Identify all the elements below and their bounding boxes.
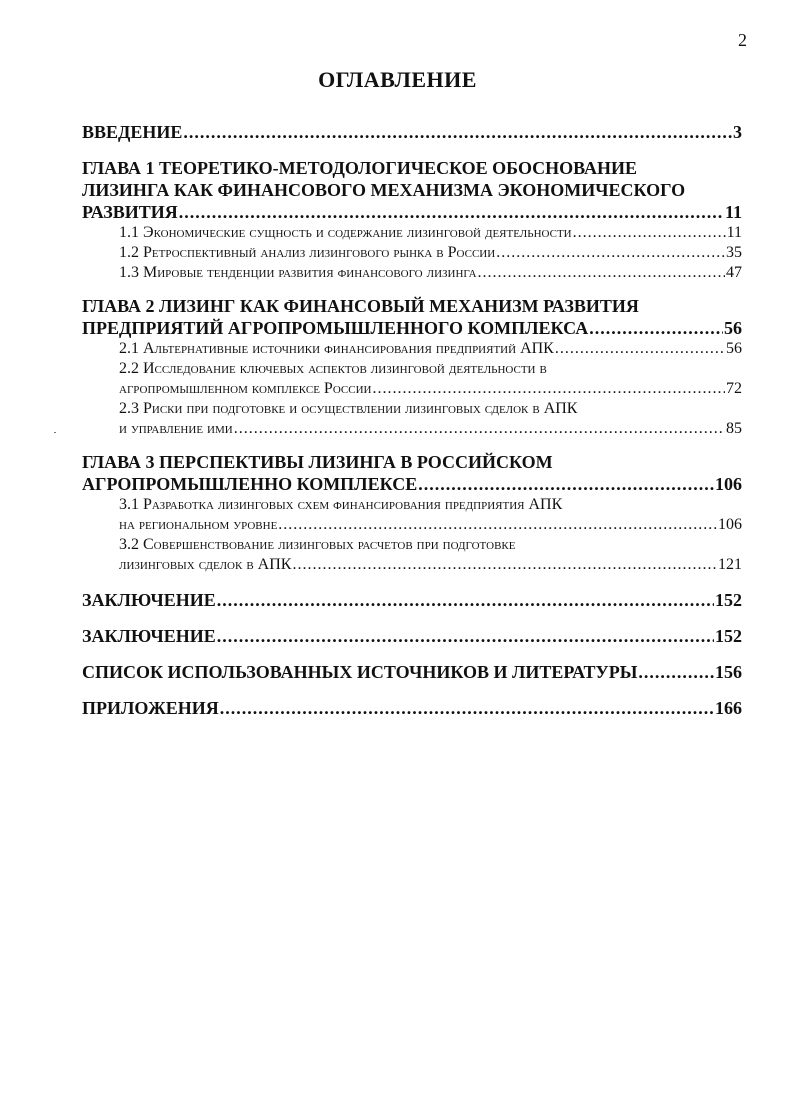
leader-dots xyxy=(183,121,732,143)
toc-entry-title-line: 3.1 Разработка лизинговых схем финансирования предприятия АПК xyxy=(119,496,563,513)
leader-dots xyxy=(217,625,714,647)
toc-entry-title-line: лизинговых сделок в АПК xyxy=(119,556,292,573)
toc-page-number: 166 xyxy=(715,698,742,718)
leader-dots xyxy=(179,201,724,223)
toc-entry-title-line: 2.3 Риски при подготовке и осуществлении лизинговых сделок в АПК xyxy=(119,400,578,417)
toc-entry-chapter-2[interactable] xyxy=(82,295,742,339)
toc-page-number: 72 xyxy=(726,380,742,397)
leader-dots xyxy=(278,515,717,535)
toc-entry-title: 2.1 Альтернативные источники финансирования предприятий АПК xyxy=(119,340,554,357)
toc-entry-title: 1.2 Ретроспективный анализ лизингового рынка в России xyxy=(119,244,496,261)
leader-dots xyxy=(234,419,725,439)
toc-entry-title: СПИСОК ИСПОЛЬЗОВАННЫХ ИСТОЧНИКОВ И ЛИТЕРАТУРЫ xyxy=(82,662,638,682)
toc-page-number: 56 xyxy=(724,318,742,338)
toc-entry-title: 1.3 Мировые тенденции развития финансового лизинга xyxy=(119,264,477,281)
page-number: 2 xyxy=(738,30,747,50)
leader-dots xyxy=(589,317,723,339)
toc-entry-chapter-3[interactable] xyxy=(82,451,742,495)
toc-entry-intro[interactable] xyxy=(82,121,742,143)
leader-dots xyxy=(496,243,725,263)
toc-entry-title: ЗАКЛЮЧЕНИЕ xyxy=(82,590,216,610)
toc-entry-title-line: ГЛАВА 2 ЛИЗИНГ КАК ФИНАНСОВЫЙ МЕХАНИЗМ РАЗВИТИЯ xyxy=(82,296,639,316)
toc-page-number: 11 xyxy=(726,224,742,241)
toc-page-number: 156 xyxy=(715,662,742,682)
leader-dots xyxy=(573,223,726,243)
toc-page-number: 47 xyxy=(726,264,742,281)
toc-entry-title-line: ГЛАВА 1 ТЕОРЕТИКО-МЕТОДОЛОГИЧЕСКОЕ ОБОСНОВАНИЕ xyxy=(82,158,638,178)
toc-page-number: 121 xyxy=(718,556,742,573)
toc-entry-title-line: и управление ими xyxy=(119,420,233,437)
toc-entry-sources[interactable] xyxy=(82,661,742,683)
toc-entry-title-line: на региональном уровне xyxy=(119,516,278,533)
toc-entry-title-line: 3.2 Совершенствование лизинговых расчетов при подготовке xyxy=(119,536,516,553)
leader-dots xyxy=(220,697,714,719)
toc-entry-title-line: ПРЕДПРИЯТИЙ АГРОПРОМЫШЛЕННОГО КОМПЛЕКСА xyxy=(82,318,589,338)
toc-page-number: 106 xyxy=(718,516,742,533)
toc-entry-section-2-3[interactable] xyxy=(82,399,742,439)
leader-dots xyxy=(555,339,725,359)
toc-entry-title-line: АГРОПРОМЫШЛЕННО КОМПЛЕКСЕ xyxy=(82,474,418,494)
toc-entry-conclusion[interactable] xyxy=(82,589,742,611)
toc-entry-section-1-3[interactable] xyxy=(82,263,742,283)
leader-dots xyxy=(638,661,714,683)
toc-entry-title: ПРИЛОЖЕНИЯ xyxy=(82,698,219,718)
toc-entry-section-1-2[interactable] xyxy=(82,243,742,263)
toc-entry-section-3-1[interactable] xyxy=(82,495,742,535)
page-title: ОГЛАВЛЕНИЕ xyxy=(318,67,477,92)
leader-dots xyxy=(418,473,714,495)
toc-entry-conclusion-duplicate[interactable] xyxy=(82,625,742,647)
toc-page-number: 3 xyxy=(733,122,742,142)
toc-entry-title-line: РАЗВИТИЯ xyxy=(82,202,178,222)
toc-entry-section-1-1[interactable] xyxy=(82,223,742,243)
leader-dots xyxy=(478,263,725,283)
toc-page-number: 152 xyxy=(715,590,742,610)
toc-entry-chapter-1[interactable] xyxy=(82,157,742,223)
leader-dots xyxy=(217,589,714,611)
toc-entry-title: ВВЕДЕНИЕ xyxy=(82,122,183,142)
leader-dots xyxy=(292,555,717,575)
toc-entry-title-line: ГЛАВА 3 ПЕРСПЕКТИВЫ ЛИЗИНГА В РОССИЙСКОМ xyxy=(82,452,553,472)
toc-entry-title-line: 2.2 Исследование ключевых аспектов лизинговой деятельности в xyxy=(119,360,547,377)
toc-entry-section-2-2[interactable] xyxy=(82,359,742,399)
toc-entry-appendix[interactable] xyxy=(82,697,742,719)
toc-page-number: 11 xyxy=(724,202,742,222)
leader-dots xyxy=(372,379,725,399)
toc-entry-title-line: ЛИЗИНГА КАК ФИНАНСОВОГО МЕХАНИЗМА ЭКОНОМИЧЕСКОГО xyxy=(82,180,686,200)
toc-page-number: 152 xyxy=(715,626,742,646)
toc-page-number: 106 xyxy=(715,474,742,494)
toc-entry-section-3-2[interactable] xyxy=(82,535,742,575)
toc-entry-title-line: агропромышленном комплексе России xyxy=(119,380,372,397)
toc-entry-title: 1.1 Экономические сущность и содержание лизинговой деятельности xyxy=(119,224,572,241)
toc-page-number: 35 xyxy=(726,244,742,261)
table-of-contents xyxy=(82,121,742,719)
toc-page-number: 56 xyxy=(726,340,742,357)
scan-speck xyxy=(54,432,56,433)
toc-entry-section-2-1[interactable] xyxy=(82,339,742,359)
toc-page-number: 85 xyxy=(726,420,742,437)
toc-entry-title: ЗАКЛЮЧЕНИЕ xyxy=(82,626,216,646)
